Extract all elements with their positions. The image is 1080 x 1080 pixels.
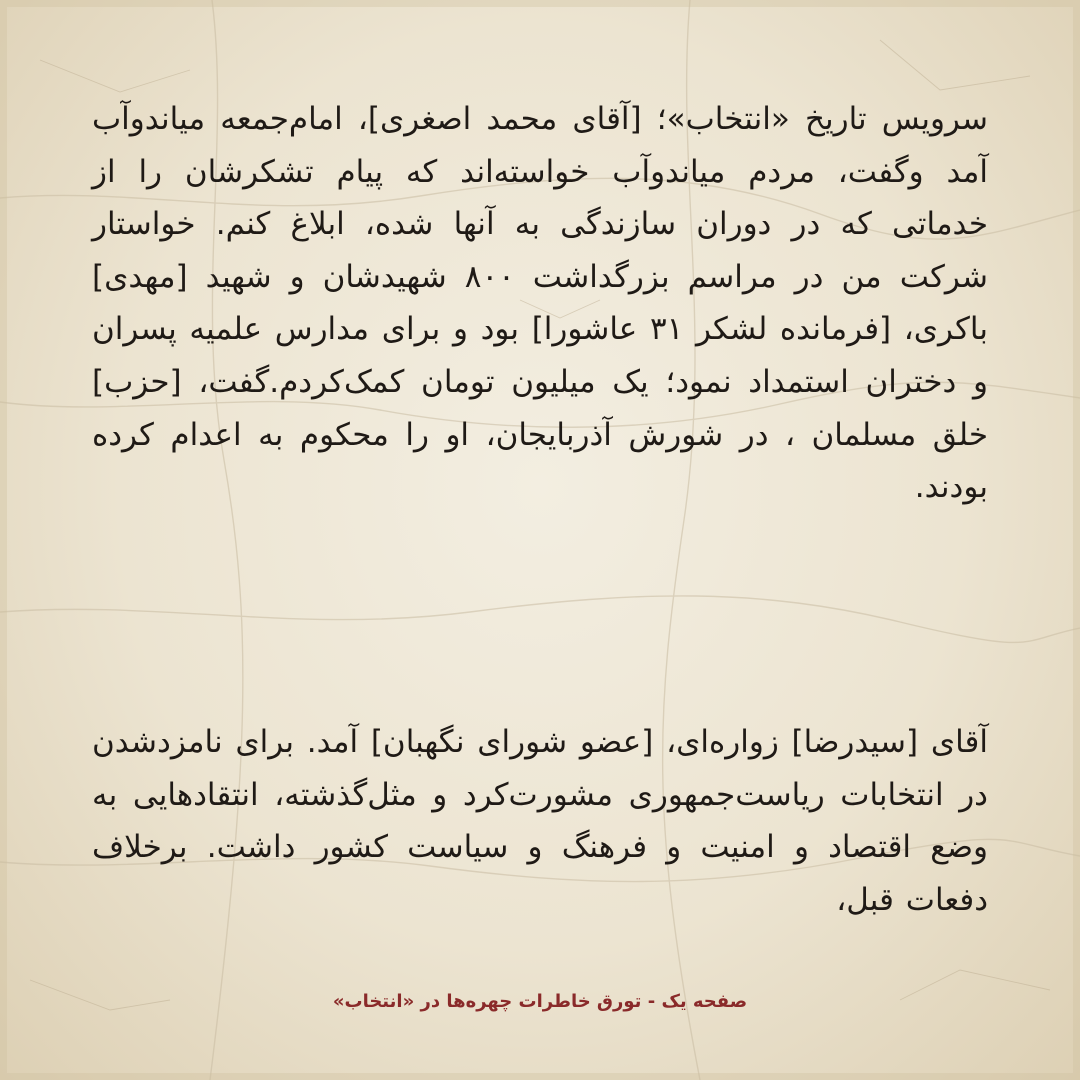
article-paragraph: آقای [سیدرضا] زواره‌ای، [عضو شورای نگهبان] آمد. برای نامزدشدن در انتخابات ریاست‌جمهوری مشورت‌کرد و مثل‌گذشته، انتقادهایی به وضع اقتصاد و امنیت و فرهنگ و سیاست کشور داشت. برخلاف دفعات قبل، — [92, 724, 988, 918]
page-caption: صفحه یک - تورق خاطرات چهره‌ها در «انتخاب» — [332, 991, 748, 1012]
article-paragraph: سرویس تاریخ «انتخاب»؛ [آقای محمد اصغری]، امام‌جمعه میاندوآب آمد وگفت، مردم میاندوآب خواسته‌اند که پیام تشکرشان را از خدماتی که در دوران سازندگی به آنها شده، ابلاغ کنم. خواستار شرکت من در مراسم بزرگداشت ۸۰۰ شهیدشان و شهید [مهدی] باکری، [فرمانده لشکر ۳۱ عاشورا] بود و برای مدارس علمیه پسران و دختران استمداد نمود؛ یک میلیون تومان کمک‌کردم.گفت، [حزب] خلق مسلمان ، در شورش آذربایجان، او را محکوم به اعدام کرده بودند. — [92, 101, 988, 506]
